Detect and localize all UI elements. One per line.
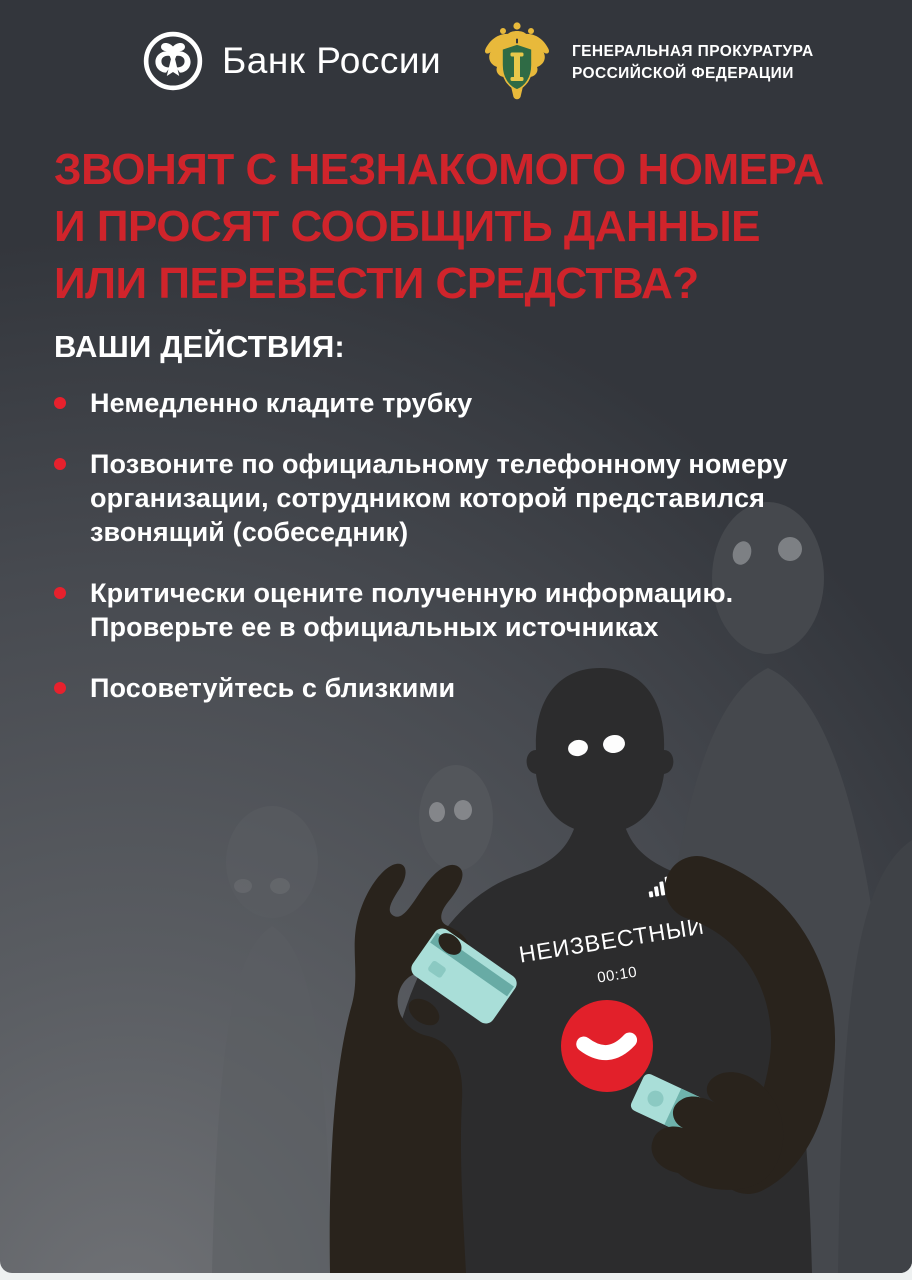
- headline-line2: И ПРОСЯТ СООБЩИТЬ ДАННЫЕ: [54, 202, 761, 251]
- action-item-text: Посоветуйтесь с близкими: [90, 673, 456, 703]
- actions-list: [54, 386, 814, 705]
- action-item: [54, 447, 814, 549]
- action-item: [54, 671, 814, 705]
- prosecutor-office-logo: [474, 20, 814, 106]
- bullet-dot-icon: [54, 587, 66, 599]
- bullet-dot-icon: [54, 397, 66, 409]
- action-item-text: Критически оцените полученную информацию. Проверьте ее в официальных источниках: [90, 578, 734, 642]
- prosecutor-label-line2: РОССИЙСКОЙ ФЕДЕРАЦИИ: [572, 64, 794, 82]
- call-timer-label: 00:10: [596, 963, 639, 987]
- bullet-dot-icon: [54, 682, 66, 694]
- bullet-dot-icon: [54, 458, 66, 470]
- prosecutor-eagle-emblem-icon: [474, 20, 560, 106]
- action-item-text: Немедленно кладите трубку: [90, 388, 473, 418]
- headline-line3: ИЛИ ПЕРЕВЕСТИ СРЕДСТВА?: [54, 259, 699, 308]
- prosecutor-label-line1: ГЕНЕРАЛЬНАЯ ПРОКУРАТУРА: [572, 42, 814, 60]
- action-item-text: Позвоните по официальному телефонному номеру организации, сотрудником которой представился звонящий (собеседник): [90, 449, 788, 547]
- headline-line1: ЗВОНЯТ С НЕЗНАКОМОГО НОМЕРА: [54, 145, 824, 194]
- bank-of-russia-eagle-icon: [142, 30, 204, 92]
- bank-logo-label: Банк России: [222, 40, 442, 81]
- bank-of-russia-logo: [142, 30, 441, 92]
- actions-title: ВАШИ ДЕЙСТВИЯ:: [54, 329, 345, 364]
- caller-id-label: НЕИЗВЕСТНЫЙ: [517, 912, 707, 968]
- prosecutor-label: [572, 43, 814, 83]
- action-item: [54, 576, 814, 644]
- headline: [54, 141, 824, 312]
- action-item: [54, 386, 814, 420]
